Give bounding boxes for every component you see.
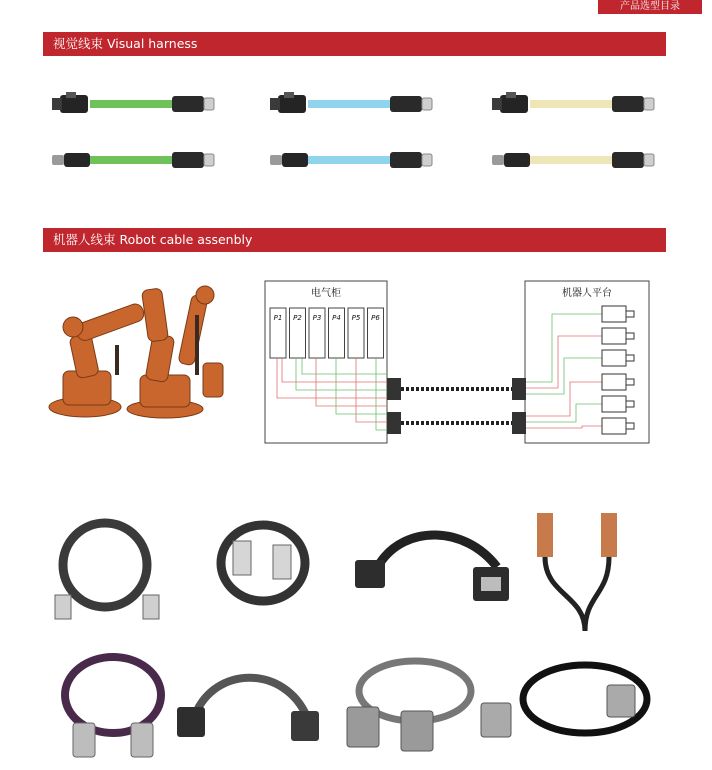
multi-core-cable-image-4 — [481, 665, 647, 737]
cabinet-box — [265, 281, 387, 443]
coiled-cable-image-1 — [55, 523, 159, 619]
robot-cable-row-2 — [45, 645, 675, 770]
platform-title: 机器人平台 — [562, 288, 612, 299]
multi-core-cable-image-2 — [177, 678, 319, 741]
port-label-p1: P1 — [273, 314, 283, 322]
coiled-cable-image-2 — [221, 525, 305, 601]
green-cable-image-1 — [52, 92, 214, 113]
wiring-diagram — [262, 278, 654, 446]
blue-cable-image-1 — [270, 92, 432, 113]
cabinet-title: 电气柜 — [311, 288, 341, 299]
blue-cable-image-2 — [270, 152, 432, 168]
port-label-p3: P3 — [312, 314, 322, 322]
multi-core-cable-image-1 — [65, 657, 161, 757]
cream-cable-image-1 — [492, 92, 654, 113]
catalog-tag: 产品选型目录 — [598, 0, 702, 14]
port-label-p6: P6 — [371, 314, 380, 322]
heavy-connector-cable-image — [355, 535, 509, 601]
green-cable-image-2 — [52, 152, 214, 168]
section-title-visual-harness: 视觉线束 Visual harness — [43, 32, 666, 56]
visual-harness-images — [40, 80, 680, 190]
multi-core-cable-image-3 — [347, 661, 471, 751]
port-label-p5: P5 — [351, 314, 361, 322]
cream-cable-image-2 — [492, 152, 654, 168]
trunk-cables — [401, 389, 512, 423]
industrial-robot-image — [45, 275, 230, 425]
port-label-p2: P2 — [293, 314, 302, 322]
section-title-robot-cable: 机器人线束 Robot cable assenbly — [43, 228, 666, 252]
platform-box — [525, 281, 649, 443]
connector-pair — [387, 378, 526, 434]
robot-cable-row-1 — [45, 505, 675, 635]
terminal-block-cable-image — [537, 513, 617, 631]
port-label-p4: P4 — [332, 314, 341, 322]
